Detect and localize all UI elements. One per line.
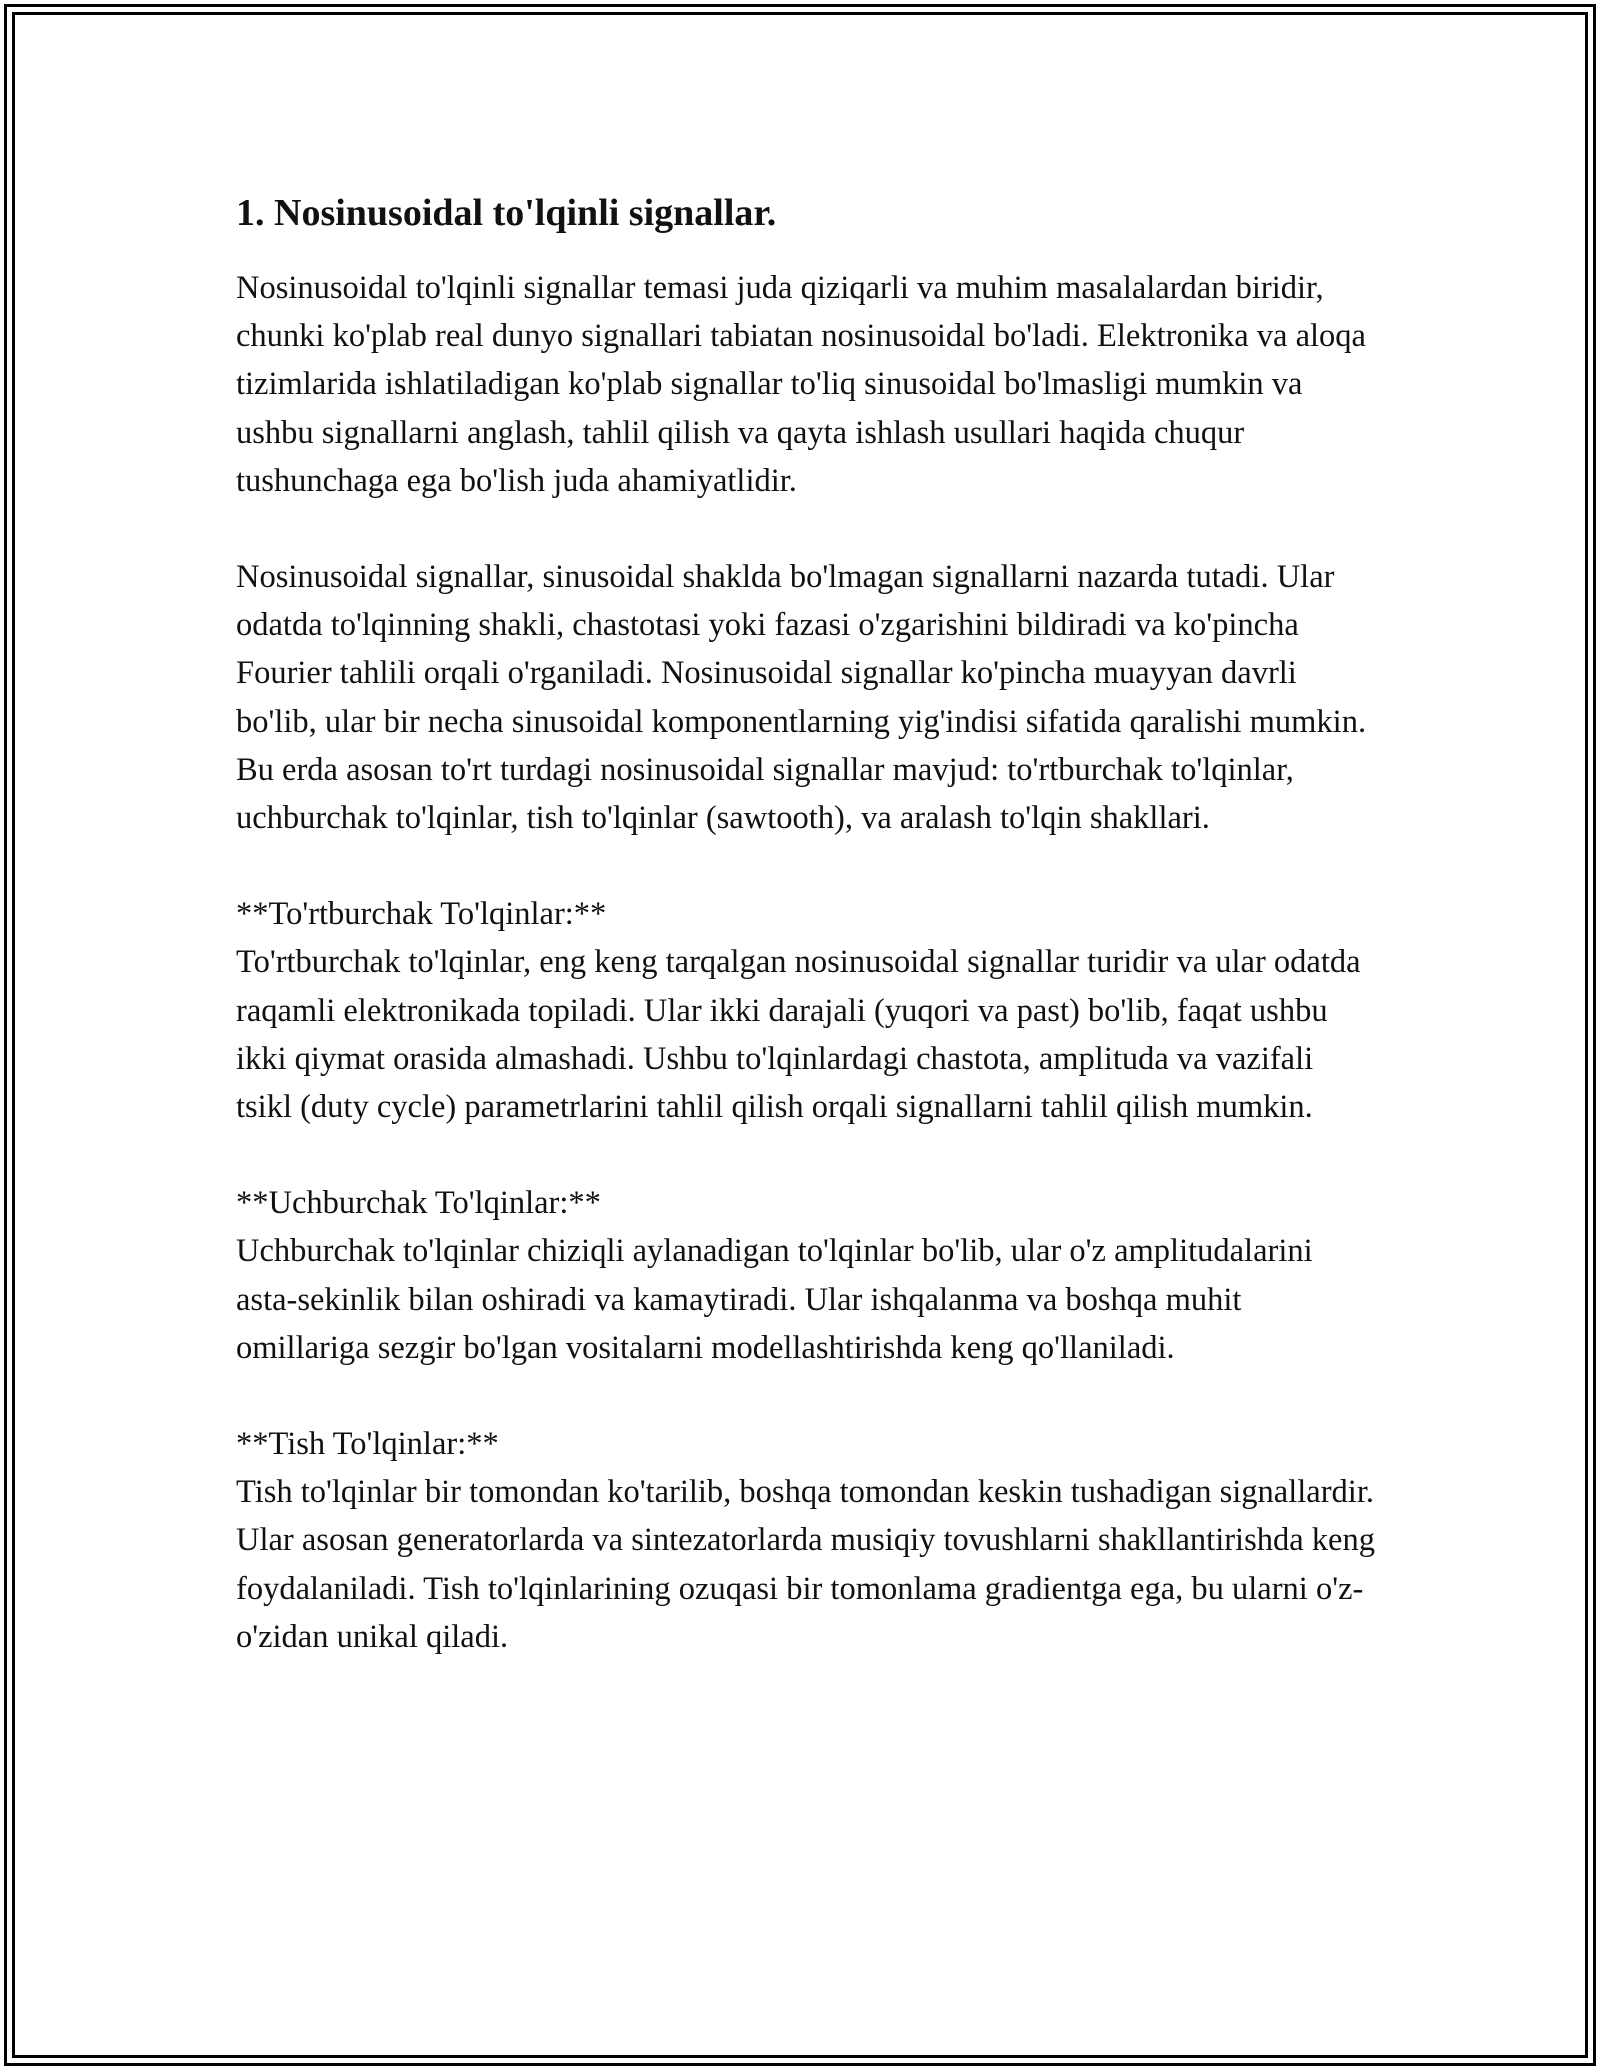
document-body [236,186,1376,1709]
section-text: To'rtburchak to'lqinlar, eng keng tarqalgan nosinusoidal signallar turidir va ular odatda raqamli elektronikada topiladi. Ular ikki darajali (yuqori va past) bo'lib, faqat ushbu ikki qiymat orasida almashadi. Ushbu to'lqinlardagi chastota, amplituda va vazifali tsikl (duty cycle) parametrlarini tahlil qilish orqali signallarni tahlil qilish mumkin. [236,944,1361,1126]
intro-paragraph-2: Nosinusoidal signallar, sinusoidal shaklda bo'lmagan signallarni nazarda tutadi. Ular odatda to'lqinning shakli, chastotasi yoki fazasi o'zgarishini bildiradi va ko'pincha Fourier tahlili orqali o'rganiladi. Nosinusoidal signallar ko'pincha muayyan davrli bo'lib, ular bir necha sinusoidal komponentlarning yig'indisi sifatida qaralishi mumkin. Bu erda asosan to'rt turdagi nosinusoidal signallar mavjud: to'rtburchak to'lqinlar, uchburchak to'lqinlar, tish to'lqinlar (sawtooth), va aralash to'lqin shakllari. [236,559,1367,837]
section-title: **Tish To'lqinlar:** [236,1426,499,1463]
section-title: **To'rtburchak To'lqinlar:** [236,896,607,933]
section-triangle-waves [236,1179,1376,1372]
document-heading: 1. Nosinusoidal to'lqinli signallar. [236,192,777,234]
section-title: **Uchburchak To'lqinlar:** [236,1185,601,1222]
section-sawtooth-waves [236,1420,1376,1661]
section-text: Tish to'lqinlar bir tomondan ko'tarilib, boshqa tomondan keskin tushadigan signallardir. Ular asosan generatorlarda va sintezatorlarda musiqiy tovushlarni shakllantirishda keng foydalaniladi. Tish to'lqinlarining ozuqasi bir tomonlama gradientga ega, bu ularni o'z-o'zidan unikal qiladi. [236,1474,1375,1655]
intro-paragraph-1: Nosinusoidal to'lqinli signallar temasi juda qiziqarli va muhim masalalardan biridir, chunki ko'plab real dunyo signallari tabiatan nosinusoidal bo'ladi. Elektronika va aloqa tizimlarida ishlatiladigan ko'plab signallar to'liq sinusoidal bo'lmasligi mumkin va ushbu signallarni anglash, tahlil qilish va qayta ishlash usullari haqida chuqur tushunchaga ega bo'lish juda ahamiyatlidir. [236,270,1366,499]
section-square-waves [236,890,1376,1131]
section-text: Uchburchak to'lqinlar chiziqli aylanadigan to'lqinlar bo'lib, ular o'z amplitudalarini asta-sekinlik bilan oshiradi va kamaytiradi. Ular ishqalanma va boshqa muhit omillariga sezgir bo'lgan vositalarni modellashtirishda keng qo'llaniladi. [236,1233,1313,1366]
